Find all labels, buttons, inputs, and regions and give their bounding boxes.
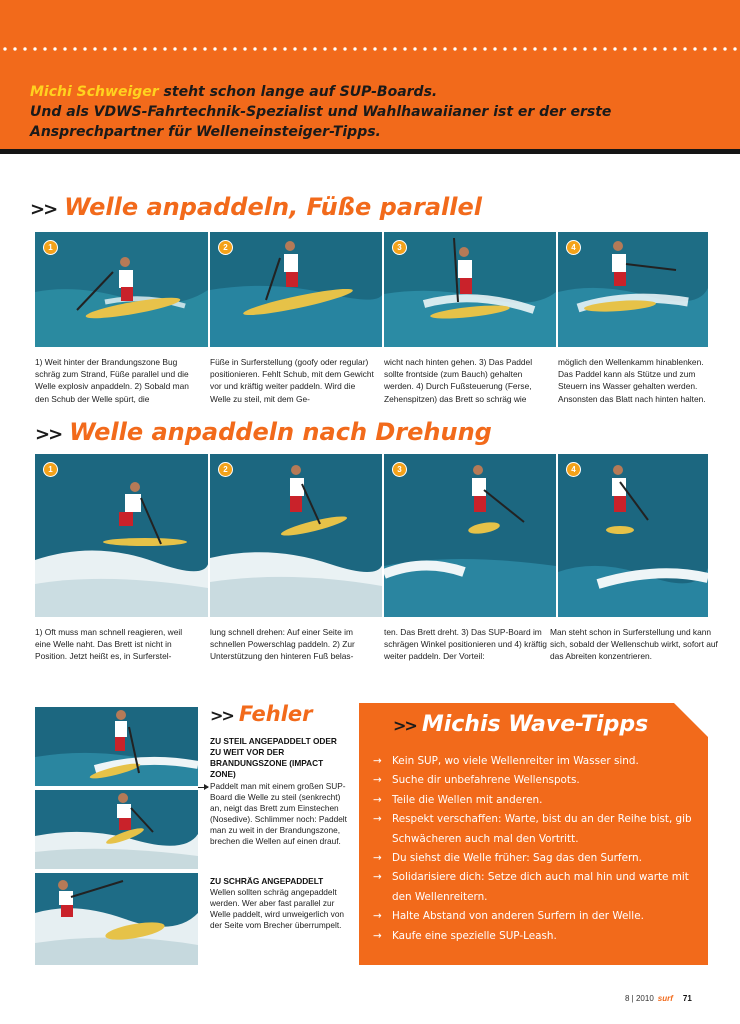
error2-text: Wellen sollten schräg angepaddelt werden. Wer aber fast parallel zur Welle paddelt, wird unweigerlich von der Seite vom Brecher überrumpelt. bbox=[210, 887, 345, 930]
section2-photo-3 bbox=[384, 454, 556, 617]
wave-tips-box bbox=[359, 703, 708, 965]
step-number-badge: 2 bbox=[218, 462, 233, 477]
arrow-right-icon: → bbox=[373, 774, 382, 787]
arrow-right-icon: → bbox=[373, 871, 382, 884]
list-item: → Respekt verschaffen: Warte, bist du an der Reihe bist, gib Schwächeren auch mal den Vortritt. bbox=[373, 810, 698, 849]
intro-text: Michi Schweiger steht schon lange auf SUP-Boards. Und als VDWS-Fahrtechnik-Spezialist und Wahlhawaiianer ist er der erste Ansprechpartner für Welleneinsteiger-Tipps. bbox=[30, 84, 612, 140]
page-footer bbox=[625, 994, 692, 1003]
arrow-right-icon: → bbox=[373, 929, 382, 942]
error1-text: Paddelt man mit einem großen SUP-Board die Welle zu steil (senkrecht) an, neigt das Brett zum Einstechen (Nosedive). Schlimmer noch: Paddelt man zu weit in der Brandungszone, brechen die Wellen auf einen drauf. bbox=[210, 781, 347, 846]
header-rule bbox=[0, 149, 740, 154]
error1-heading: ZU STEIL ANGEPADDELT ODER ZU WEIT VOR DER BRANDUNGSZONE (IMPACT ZONE) bbox=[210, 736, 337, 779]
list-item: → Kaufe eine spezielle SUP-Leash. bbox=[373, 927, 698, 946]
fehler-photo-2 bbox=[35, 790, 198, 869]
list-item: → Solidarisiere dich: Setze dich auch mal hin und warte mit den Wellenreitern. bbox=[373, 868, 698, 907]
section2-caption-1: 1) Oft muss man schnell reagieren, weil eine Welle naht. Das Brett ist nicht in Position. Jetzt heißt es, in Surferstel- bbox=[35, 627, 183, 662]
author-name: Michi Schweiger bbox=[30, 84, 159, 100]
chevron-right-icon: >> bbox=[393, 716, 416, 735]
chevron-right-icon: >> bbox=[35, 424, 62, 445]
section2-caption-3: ten. Das Brett dreht. 3) Das SUP-Board im schrägen Winkel positionieren und 4) kräftig weiter paddeln. Der Vorteil: bbox=[384, 627, 547, 662]
page-number: 71 bbox=[682, 994, 692, 1003]
header-banner bbox=[0, 0, 740, 149]
list-item: → Kein SUP, wo viele Wellenreiter im Wasser sind. bbox=[373, 752, 698, 771]
arrow-right-icon: → bbox=[373, 852, 382, 865]
step-number-badge: 1 bbox=[43, 240, 58, 255]
step-number-badge: 4 bbox=[566, 240, 581, 255]
arrow-right-icon: → bbox=[373, 755, 382, 767]
fehler-title: >> Fehler bbox=[210, 702, 313, 726]
section1-caption-1: 1) Weit hinter der Brandungszone Bug schräg zum Strand, Füße parallel und die Welle explosiv anpaddeln. 2) Sobald man den Schub der Welle spürt, die bbox=[35, 357, 189, 404]
list-item: → Teile die Wellen mit anderen. bbox=[373, 791, 698, 810]
section1-title: >> Welle anpaddeln, Füße parallel bbox=[30, 193, 482, 221]
arrow-right-icon: → bbox=[373, 910, 382, 923]
error2-heading: ZU SCHRÄG ANGEPADDELT bbox=[210, 876, 324, 886]
section1-photo-3 bbox=[384, 232, 556, 347]
arrow-right-icon: → bbox=[373, 813, 382, 826]
section1-caption-2: Füße in Surferstellung (goofy oder regular) positionieren. Fehlt Schub, mit dem Gewicht vor und kräftig weiter paddeln. Wird die Welle zu steil, mit dem Ge- bbox=[210, 357, 374, 404]
section1-photo-1 bbox=[35, 232, 208, 347]
magazine-logo: surf bbox=[657, 994, 673, 1003]
section2-title: >> Welle anpaddeln nach Drehung bbox=[35, 418, 492, 446]
dotted-divider bbox=[0, 46, 740, 52]
arrow-right-icon bbox=[198, 787, 208, 788]
section1-caption-4: möglich den Wellenkamm hinablenken. Das Paddel kann als Stütze und zum Steuern ins Wasser gehalten werden. Ansonsten das Blatt nach hinten halten. bbox=[558, 357, 706, 404]
section2-photo-1 bbox=[35, 454, 208, 617]
issue-date: 8 | 2010 bbox=[625, 994, 654, 1003]
step-number-badge: 4 bbox=[566, 462, 581, 477]
section1-photo-2 bbox=[210, 232, 382, 347]
fehler-photo-1 bbox=[35, 707, 198, 786]
section1-photo-4 bbox=[558, 232, 708, 347]
list-item: → Suche dir unbefahrene Wellenspots. bbox=[373, 771, 698, 790]
fehler-photo-3 bbox=[35, 873, 198, 965]
step-number-badge: 3 bbox=[392, 462, 407, 477]
wave-tips-list bbox=[373, 752, 698, 946]
section2-caption-2: lung schnell drehen: Auf einer Seite im schnellen Powerschlag paddeln. 2) Zur Unterstützung den hinteren Fuß belas- bbox=[210, 627, 355, 662]
step-number-badge: 2 bbox=[218, 240, 233, 255]
list-item: → Halte Abstand von anderen Surfern in der Welle. bbox=[373, 907, 698, 926]
step-number-badge: 1 bbox=[43, 462, 58, 477]
section2-caption-4: Man steht schon in Surferstellung und kann sich, sobald der Wellenschub wirkt, sofort auf das Abreiten konzentrieren. bbox=[550, 627, 718, 662]
step-number-badge: 3 bbox=[392, 240, 407, 255]
chevron-right-icon: >> bbox=[30, 199, 57, 220]
section2-photo-4 bbox=[558, 454, 708, 617]
list-item: → Du siehst die Welle früher: Sag das den Surfern. bbox=[373, 849, 698, 868]
chevron-right-icon: >> bbox=[210, 706, 233, 725]
wave-tips-title: >> Michis Wave-Tipps bbox=[393, 712, 649, 737]
section1-caption-3: wicht nach hinten gehen. 3) Das Paddel sollte frontside (zum Bauch) gehalten werden. 4) Durch Fußsteuerung (Ferse, Zehenspitzen) das Brett so schräg wie bbox=[384, 357, 533, 404]
section2-photo-2 bbox=[210, 454, 382, 617]
arrow-right-icon: → bbox=[373, 793, 382, 806]
